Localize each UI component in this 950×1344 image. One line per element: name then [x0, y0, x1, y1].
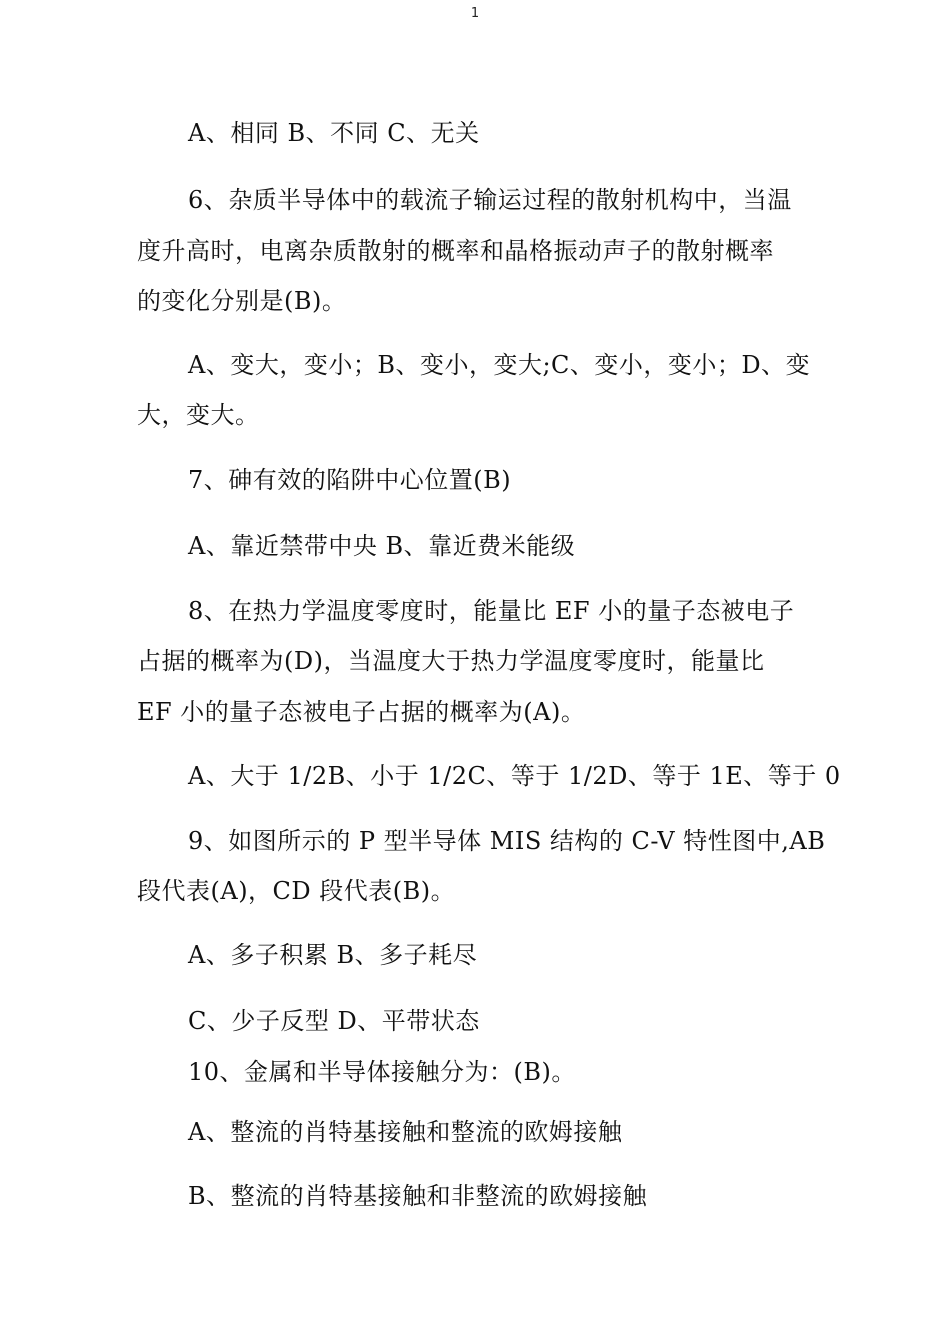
- q8-options: A、大于 1/2B、小于 1/2C、等于 1/2D、等于 1E、等于 0: [188, 762, 841, 790]
- q6-options-line1: A、变大，变小；B、变小，变大;C、变小，变小；D、变: [188, 351, 811, 379]
- q7-text: 7、砷有效的陷阱中心位置(B): [188, 466, 512, 494]
- q9-text-line1: 9、如图所示的 P 型半导体 MIS 结构的 C-V 特性图中,AB: [188, 827, 826, 855]
- page-number: 1: [470, 6, 480, 21]
- q8-text-line2: 占据的概率为(D)，当温度大于热力学温度零度时，能量比: [137, 647, 765, 675]
- q6-text-line1: 6、杂质半导体中的载流子输运过程的散射机构中，当温: [188, 186, 792, 214]
- q9-text-line2: 段代表(A)，CD 段代表(B)。: [137, 877, 456, 905]
- q6-text-line3: 的变化分别是(B)。: [137, 287, 347, 315]
- q6-text-line2: 度升高时，电离杂质散射的概率和晶格振动声子的散射概率: [137, 237, 774, 265]
- q7-options: A、靠近禁带中央 B、靠近费米能级: [188, 532, 576, 560]
- q10-text: 10、金属和半导体接触分为：(B)。: [188, 1058, 576, 1086]
- q10-option-a: A、整流的肖特基接触和整流的欧姆接触: [188, 1118, 623, 1146]
- q6-options-line2: 大，变大。: [137, 401, 260, 429]
- q5-options: A、相同 B、不同 C、无关: [188, 119, 480, 147]
- q9-options-line2: C、少子反型 D、平带状态: [188, 1007, 480, 1035]
- q8-text-line1: 8、在热力学温度零度时，能量比 EF 小的量子态被电子: [188, 597, 795, 625]
- q10-option-b: B、整流的肖特基接触和非整流的欧姆接触: [188, 1182, 648, 1210]
- q8-text-line3: EF 小的量子态被电子占据的概率为(A)。: [137, 698, 586, 726]
- q9-options-line1: A、多子积累 B、多子耗尽: [188, 941, 478, 969]
